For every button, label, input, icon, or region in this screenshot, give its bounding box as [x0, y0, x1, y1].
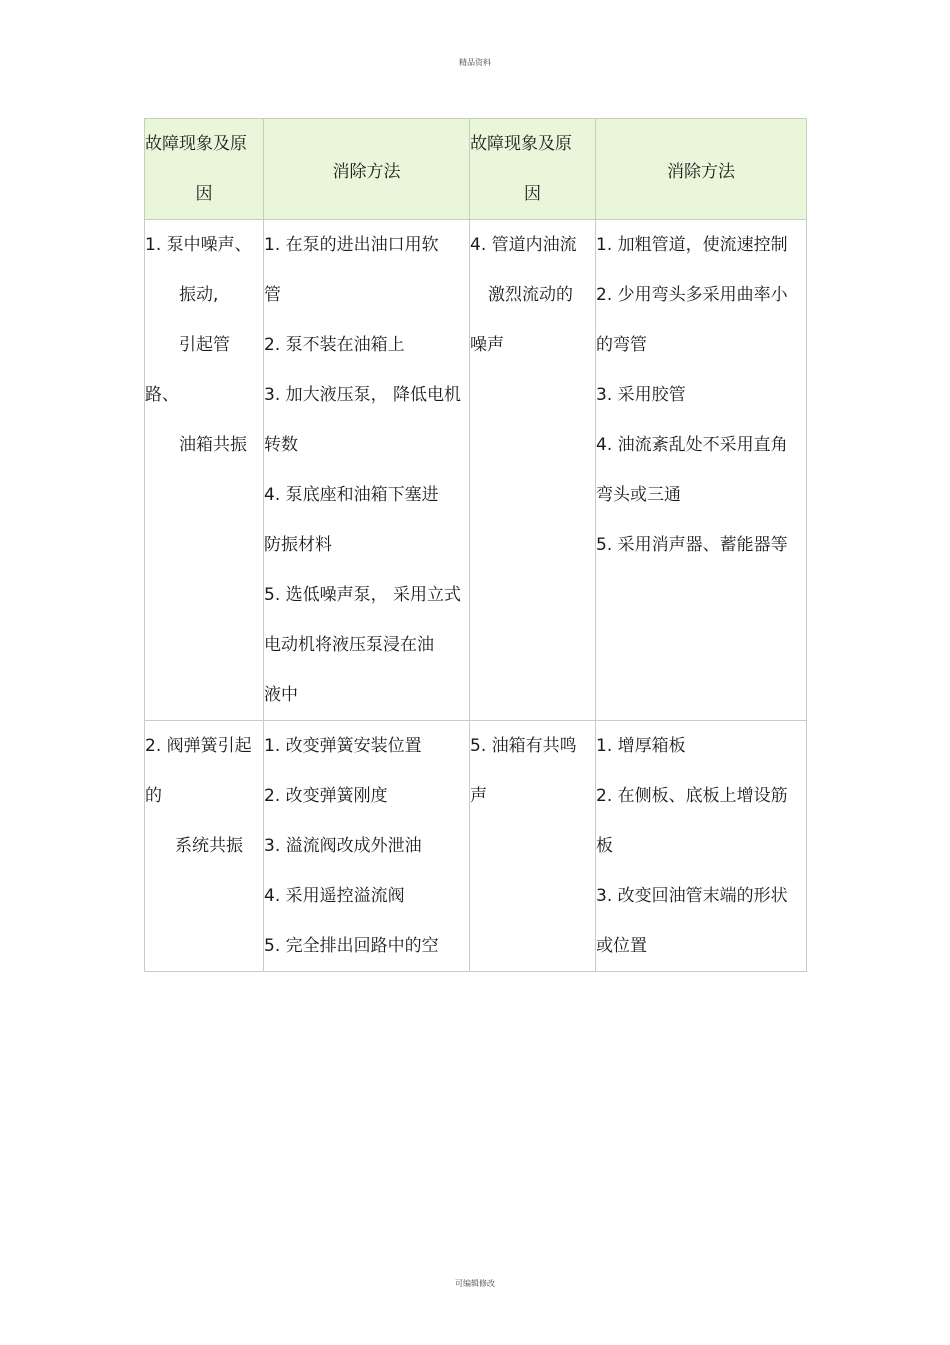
table-header-row — [145, 119, 807, 220]
method-line: 4. 泵底座和油箱下塞进 — [264, 485, 439, 505]
header-method-label: 消除方法 — [667, 161, 735, 182]
method-line: 5. 完全排出回路中的空 — [264, 936, 439, 956]
cause-line: 系统共振 — [175, 836, 243, 856]
method-line: 5. 采用消声器、蓄能器等 — [596, 535, 788, 555]
method-line: 2. 少用弯头多采用曲率小 — [596, 285, 788, 305]
table-row — [145, 220, 807, 721]
fault-table — [144, 118, 807, 972]
row1-cause-b — [470, 220, 596, 721]
header-cause-line2: 因 — [195, 184, 213, 204]
row1-cause-a — [145, 220, 264, 721]
row2-cause-a — [145, 721, 264, 972]
method-line: 弯头或三通 — [596, 485, 681, 505]
method-line: 1. 加粗管道，使流速控制 — [596, 235, 788, 255]
cause-line: 噪声 — [470, 335, 504, 355]
cause-line: 的 — [145, 786, 162, 806]
header-cause-line1: 故障现象及原 — [145, 134, 247, 154]
method-line: 1. 改变弹簧安装位置 — [264, 736, 422, 756]
method-line: 2. 泵不装在油箱上 — [264, 335, 405, 355]
page-header-note: 精品资料 — [459, 58, 491, 67]
method-line: 2. 改变弹簧刚度 — [264, 786, 388, 806]
method-line: 3. 改变回油管末端的形状 — [596, 886, 788, 906]
cause-line: 1. 泵中噪声、 — [145, 235, 252, 255]
page-footer-note: 可编辑修改 — [455, 1279, 495, 1288]
cause-line: 振动, — [179, 285, 219, 305]
cause-line: 5. 油箱有共鸣 — [470, 736, 577, 756]
method-line: 电动机将液压泵浸在油 — [264, 635, 434, 655]
header-cause-line1: 故障现象及原 — [470, 134, 572, 154]
header-cause-col1 — [145, 119, 264, 220]
method-line: 防振材料 — [264, 535, 332, 555]
row2-method-b — [596, 721, 807, 972]
header-cause-line2: 因 — [524, 184, 541, 204]
cause-line: 引起管 — [179, 335, 230, 355]
header-method-col2 — [264, 119, 470, 220]
method-line: 4. 油流紊乱处不采用直角 — [596, 435, 788, 455]
cause-line: 激烈流动的 — [488, 285, 573, 305]
header-cause-col3 — [470, 119, 596, 220]
header-method-col4 — [596, 119, 807, 220]
method-line: 液中 — [264, 685, 298, 705]
cause-line: 4. 管道内油流 — [470, 235, 577, 255]
cause-line: 路、 — [145, 385, 179, 405]
method-line: 板 — [596, 836, 613, 856]
method-line: 3. 采用胶管 — [596, 385, 686, 405]
cause-line: 2. 阀弹簧引起 — [145, 736, 252, 756]
method-line: 1. 增厚箱板 — [596, 736, 686, 756]
method-line: 的弯管 — [596, 335, 647, 355]
method-line: 2. 在侧板、底板上增设筋 — [596, 786, 788, 806]
method-line: 4. 采用遥控溢流阀 — [264, 886, 405, 906]
cause-line: 声 — [470, 786, 487, 806]
row1-method-a — [264, 220, 470, 721]
row2-method-a — [264, 721, 470, 972]
row2-cause-b — [470, 721, 596, 972]
method-line: 转数 — [264, 435, 298, 455]
header-method-label: 消除方法 — [332, 161, 401, 182]
method-line: 3. 溢流阀改成外泄油 — [264, 836, 422, 856]
table-row — [145, 721, 807, 972]
cause-line: 油箱共振 — [179, 435, 247, 455]
method-line: 5. 选低噪声泵， 采用立式 — [264, 585, 462, 605]
method-line: 或位置 — [596, 936, 647, 956]
method-line: 管 — [264, 285, 281, 305]
method-line: 3. 加大液压泵， 降低电机 — [264, 385, 462, 405]
method-line: 1. 在泵的进出油口用软 — [264, 235, 439, 255]
row1-method-b — [596, 220, 807, 721]
